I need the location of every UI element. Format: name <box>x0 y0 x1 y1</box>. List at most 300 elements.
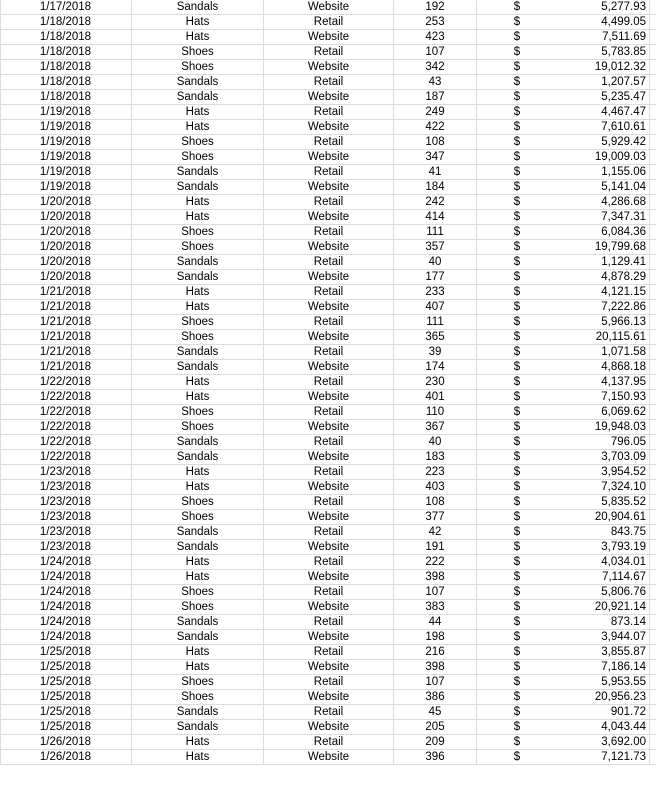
currency-cell[interactable]: $ <box>513 121 521 133</box>
quantity-cell[interactable]: 233 <box>394 285 477 299</box>
date-cell[interactable]: 1/25/2018 <box>0 705 132 719</box>
quantity-cell[interactable]: 422 <box>394 120 477 134</box>
currency-cell[interactable]: $ <box>513 616 521 628</box>
product-cell[interactable]: Shoes <box>132 150 264 164</box>
channel-cell[interactable]: Website <box>264 360 394 374</box>
amount-cell[interactable]: 3,944.07 <box>557 630 650 644</box>
amount-cell[interactable]: 4,286.68 <box>557 195 650 209</box>
date-cell[interactable]: 1/18/2018 <box>0 60 132 74</box>
amount-cell[interactable]: 7,150.93 <box>557 390 650 404</box>
product-cell[interactable]: Hats <box>132 570 264 584</box>
amount-cell[interactable]: 7,121.73 <box>557 750 650 764</box>
amount-cell[interactable]: 4,137.95 <box>557 375 650 389</box>
quantity-cell[interactable]: 205 <box>394 720 477 734</box>
amount-cell[interactable]: 1,207.57 <box>557 75 650 89</box>
channel-cell[interactable]: Website <box>264 120 394 134</box>
amount-cell[interactable]: 4,868.18 <box>557 360 650 374</box>
currency-cell[interactable]: $ <box>513 541 521 553</box>
quantity-cell[interactable]: 423 <box>394 30 477 44</box>
channel-cell[interactable]: Retail <box>264 135 394 149</box>
quantity-cell[interactable]: 209 <box>394 735 477 749</box>
date-cell[interactable]: 1/25/2018 <box>0 660 132 674</box>
quantity-cell[interactable]: 44 <box>394 615 477 629</box>
amount-cell[interactable]: 5,277.93 <box>557 0 650 14</box>
channel-cell[interactable]: Retail <box>264 495 394 509</box>
amount-cell[interactable]: 5,966.13 <box>557 315 650 329</box>
date-cell[interactable]: 1/18/2018 <box>0 45 132 59</box>
quantity-cell[interactable]: 177 <box>394 270 477 284</box>
product-cell[interactable]: Shoes <box>132 225 264 239</box>
channel-cell[interactable]: Retail <box>264 75 394 89</box>
quantity-cell[interactable]: 183 <box>394 450 477 464</box>
date-cell[interactable]: 1/23/2018 <box>0 510 132 524</box>
amount-cell[interactable]: 6,069.62 <box>557 405 650 419</box>
channel-cell[interactable]: Website <box>264 270 394 284</box>
channel-cell[interactable]: Website <box>264 540 394 554</box>
product-cell[interactable]: Sandals <box>132 525 264 539</box>
product-cell[interactable]: Hats <box>132 735 264 749</box>
currency-cell[interactable]: $ <box>513 661 521 673</box>
product-cell[interactable]: Hats <box>132 15 264 29</box>
currency-cell[interactable]: $ <box>513 556 521 568</box>
amount-cell[interactable]: 4,034.01 <box>557 555 650 569</box>
currency-cell[interactable]: $ <box>513 361 521 373</box>
amount-cell[interactable]: 3,855.87 <box>557 645 650 659</box>
channel-cell[interactable]: Retail <box>264 705 394 719</box>
currency-cell[interactable]: $ <box>513 286 521 298</box>
date-cell[interactable]: 1/25/2018 <box>0 720 132 734</box>
date-cell[interactable]: 1/18/2018 <box>0 15 132 29</box>
currency-cell[interactable]: $ <box>513 106 521 118</box>
channel-cell[interactable]: Retail <box>264 405 394 419</box>
amount-cell[interactable]: 20,115.61 <box>557 330 650 344</box>
currency-cell[interactable]: $ <box>513 46 521 58</box>
quantity-cell[interactable]: 198 <box>394 630 477 644</box>
channel-cell[interactable]: Website <box>264 330 394 344</box>
quantity-cell[interactable]: 223 <box>394 465 477 479</box>
quantity-cell[interactable]: 192 <box>394 0 477 14</box>
quantity-cell[interactable]: 40 <box>394 255 477 269</box>
currency-cell[interactable]: $ <box>513 136 521 148</box>
product-cell[interactable]: Shoes <box>132 405 264 419</box>
currency-cell[interactable]: $ <box>513 466 521 478</box>
channel-cell[interactable]: Retail <box>264 375 394 389</box>
amount-cell[interactable]: 19,009.03 <box>557 150 650 164</box>
date-cell[interactable]: 1/23/2018 <box>0 465 132 479</box>
currency-cell[interactable]: $ <box>513 586 521 598</box>
amount-cell[interactable]: 4,878.29 <box>557 270 650 284</box>
amount-cell[interactable]: 20,956.23 <box>557 690 650 704</box>
product-cell[interactable]: Sandals <box>132 360 264 374</box>
channel-cell[interactable]: Website <box>264 630 394 644</box>
currency-cell[interactable]: $ <box>513 436 521 448</box>
date-cell[interactable]: 1/22/2018 <box>0 435 132 449</box>
currency-cell[interactable]: $ <box>513 91 521 103</box>
amount-cell[interactable]: 4,467.47 <box>557 105 650 119</box>
channel-cell[interactable]: Retail <box>264 195 394 209</box>
currency-cell[interactable]: $ <box>513 601 521 613</box>
date-cell[interactable]: 1/20/2018 <box>0 195 132 209</box>
quantity-cell[interactable]: 342 <box>394 60 477 74</box>
amount-cell[interactable]: 4,043.44 <box>557 720 650 734</box>
product-cell[interactable]: Hats <box>132 645 264 659</box>
quantity-cell[interactable]: 41 <box>394 165 477 179</box>
amount-cell[interactable]: 7,324.10 <box>557 480 650 494</box>
amount-cell[interactable]: 5,929.42 <box>557 135 650 149</box>
quantity-cell[interactable]: 403 <box>394 480 477 494</box>
channel-cell[interactable]: Retail <box>264 465 394 479</box>
quantity-cell[interactable]: 187 <box>394 90 477 104</box>
product-cell[interactable]: Shoes <box>132 45 264 59</box>
currency-cell[interactable]: $ <box>513 241 521 253</box>
date-cell[interactable]: 1/22/2018 <box>0 405 132 419</box>
product-cell[interactable]: Hats <box>132 555 264 569</box>
product-cell[interactable]: Shoes <box>132 495 264 509</box>
channel-cell[interactable]: Website <box>264 690 394 704</box>
quantity-cell[interactable]: 383 <box>394 600 477 614</box>
currency-cell[interactable]: $ <box>513 496 521 508</box>
product-cell[interactable]: Hats <box>132 480 264 494</box>
product-cell[interactable]: Sandals <box>132 255 264 269</box>
amount-cell[interactable]: 5,235.47 <box>557 90 650 104</box>
amount-cell[interactable]: 19,012.32 <box>557 60 650 74</box>
channel-cell[interactable]: Retail <box>264 585 394 599</box>
product-cell[interactable]: Hats <box>132 285 264 299</box>
channel-cell[interactable]: Retail <box>264 255 394 269</box>
quantity-cell[interactable]: 107 <box>394 45 477 59</box>
product-cell[interactable]: Hats <box>132 195 264 209</box>
quantity-cell[interactable]: 242 <box>394 195 477 209</box>
channel-cell[interactable]: Retail <box>264 555 394 569</box>
channel-cell[interactable]: Website <box>264 60 394 74</box>
amount-cell[interactable]: 5,835.52 <box>557 495 650 509</box>
currency-cell[interactable]: $ <box>513 451 521 463</box>
currency-cell[interactable]: $ <box>513 406 521 418</box>
currency-cell[interactable]: $ <box>513 16 521 28</box>
quantity-cell[interactable]: 377 <box>394 510 477 524</box>
quantity-cell[interactable]: 111 <box>394 315 477 329</box>
product-cell[interactable]: Sandals <box>132 450 264 464</box>
date-cell[interactable]: 1/20/2018 <box>0 225 132 239</box>
channel-cell[interactable]: Website <box>264 210 394 224</box>
product-cell[interactable]: Shoes <box>132 600 264 614</box>
product-cell[interactable]: Shoes <box>132 510 264 524</box>
product-cell[interactable]: Sandals <box>132 180 264 194</box>
channel-cell[interactable]: Retail <box>264 435 394 449</box>
amount-cell[interactable]: 7,186.14 <box>557 660 650 674</box>
quantity-cell[interactable]: 249 <box>394 105 477 119</box>
date-cell[interactable]: 1/26/2018 <box>0 750 132 764</box>
date-cell[interactable]: 1/26/2018 <box>0 735 132 749</box>
currency-cell[interactable]: $ <box>513 631 521 643</box>
product-cell[interactable]: Shoes <box>132 585 264 599</box>
product-cell[interactable]: Hats <box>132 465 264 479</box>
product-cell[interactable]: Sandals <box>132 720 264 734</box>
currency-cell[interactable]: $ <box>513 706 521 718</box>
quantity-cell[interactable]: 184 <box>394 180 477 194</box>
quantity-cell[interactable]: 367 <box>394 420 477 434</box>
date-cell[interactable]: 1/20/2018 <box>0 240 132 254</box>
amount-cell[interactable]: 3,954.52 <box>557 465 650 479</box>
date-cell[interactable]: 1/20/2018 <box>0 270 132 284</box>
channel-cell[interactable]: Retail <box>264 345 394 359</box>
amount-cell[interactable]: 6,084.36 <box>557 225 650 239</box>
amount-cell[interactable]: 7,347.31 <box>557 210 650 224</box>
currency-cell[interactable]: $ <box>513 691 521 703</box>
quantity-cell[interactable]: 347 <box>394 150 477 164</box>
currency-cell[interactable]: $ <box>513 376 521 388</box>
amount-cell[interactable]: 5,953.55 <box>557 675 650 689</box>
currency-cell[interactable]: $ <box>513 196 521 208</box>
currency-cell[interactable]: $ <box>513 721 521 733</box>
product-cell[interactable]: Sandals <box>132 705 264 719</box>
product-cell[interactable]: Hats <box>132 660 264 674</box>
date-cell[interactable]: 1/24/2018 <box>0 570 132 584</box>
currency-cell[interactable]: $ <box>513 316 521 328</box>
date-cell[interactable]: 1/19/2018 <box>0 105 132 119</box>
quantity-cell[interactable]: 45 <box>394 705 477 719</box>
channel-cell[interactable]: Website <box>264 300 394 314</box>
date-cell[interactable]: 1/19/2018 <box>0 120 132 134</box>
date-cell[interactable]: 1/19/2018 <box>0 135 132 149</box>
amount-cell[interactable]: 7,114.67 <box>557 570 650 584</box>
currency-cell[interactable]: $ <box>513 31 521 43</box>
date-cell[interactable]: 1/22/2018 <box>0 450 132 464</box>
amount-cell[interactable]: 843.75 <box>557 525 650 539</box>
amount-cell[interactable]: 1,071.58 <box>557 345 650 359</box>
product-cell[interactable]: Sandals <box>132 0 264 14</box>
currency-cell[interactable]: $ <box>513 211 521 223</box>
quantity-cell[interactable]: 386 <box>394 690 477 704</box>
amount-cell[interactable]: 3,692.00 <box>557 735 650 749</box>
amount-cell[interactable]: 901.72 <box>557 705 650 719</box>
product-cell[interactable]: Sandals <box>132 165 264 179</box>
date-cell[interactable]: 1/21/2018 <box>0 360 132 374</box>
product-cell[interactable]: Hats <box>132 120 264 134</box>
quantity-cell[interactable]: 253 <box>394 15 477 29</box>
product-cell[interactable]: Shoes <box>132 315 264 329</box>
currency-cell[interactable]: $ <box>513 76 521 88</box>
channel-cell[interactable]: Retail <box>264 15 394 29</box>
date-cell[interactable]: 1/25/2018 <box>0 675 132 689</box>
amount-cell[interactable]: 1,129.41 <box>557 255 650 269</box>
amount-cell[interactable]: 4,499.05 <box>557 15 650 29</box>
date-cell[interactable]: 1/22/2018 <box>0 420 132 434</box>
product-cell[interactable]: Shoes <box>132 240 264 254</box>
product-cell[interactable]: Sandals <box>132 75 264 89</box>
channel-cell[interactable]: Retail <box>264 165 394 179</box>
product-cell[interactable]: Shoes <box>132 60 264 74</box>
amount-cell[interactable]: 7,222.86 <box>557 300 650 314</box>
product-cell[interactable]: Shoes <box>132 330 264 344</box>
product-cell[interactable]: Shoes <box>132 690 264 704</box>
product-cell[interactable]: Sandals <box>132 345 264 359</box>
channel-cell[interactable]: Retail <box>264 105 394 119</box>
currency-cell[interactable]: $ <box>513 526 521 538</box>
currency-cell[interactable]: $ <box>513 346 521 358</box>
currency-cell[interactable]: $ <box>513 571 521 583</box>
quantity-cell[interactable]: 230 <box>394 375 477 389</box>
amount-cell[interactable]: 3,703.09 <box>557 450 650 464</box>
date-cell[interactable]: 1/19/2018 <box>0 180 132 194</box>
channel-cell[interactable]: Website <box>264 180 394 194</box>
product-cell[interactable]: Sandals <box>132 615 264 629</box>
date-cell[interactable]: 1/25/2018 <box>0 690 132 704</box>
product-cell[interactable]: Shoes <box>132 135 264 149</box>
product-cell[interactable]: Hats <box>132 750 264 764</box>
channel-cell[interactable]: Website <box>264 750 394 764</box>
channel-cell[interactable]: Website <box>264 600 394 614</box>
quantity-cell[interactable]: 40 <box>394 435 477 449</box>
date-cell[interactable]: 1/21/2018 <box>0 345 132 359</box>
currency-cell[interactable]: $ <box>513 301 521 313</box>
date-cell[interactable]: 1/24/2018 <box>0 615 132 629</box>
currency-cell[interactable]: $ <box>513 331 521 343</box>
channel-cell[interactable]: Retail <box>264 735 394 749</box>
channel-cell[interactable]: Retail <box>264 285 394 299</box>
date-cell[interactable]: 1/24/2018 <box>0 585 132 599</box>
product-cell[interactable]: Sandals <box>132 540 264 554</box>
currency-cell[interactable]: $ <box>513 151 521 163</box>
quantity-cell[interactable]: 365 <box>394 330 477 344</box>
quantity-cell[interactable]: 42 <box>394 525 477 539</box>
amount-cell[interactable]: 3,793.19 <box>557 540 650 554</box>
quantity-cell[interactable]: 401 <box>394 390 477 404</box>
channel-cell[interactable]: Website <box>264 660 394 674</box>
date-cell[interactable]: 1/20/2018 <box>0 210 132 224</box>
quantity-cell[interactable]: 174 <box>394 360 477 374</box>
channel-cell[interactable]: Retail <box>264 225 394 239</box>
product-cell[interactable]: Sandals <box>132 90 264 104</box>
channel-cell[interactable]: Retail <box>264 675 394 689</box>
quantity-cell[interactable]: 414 <box>394 210 477 224</box>
quantity-cell[interactable]: 222 <box>394 555 477 569</box>
amount-cell[interactable]: 5,806.76 <box>557 585 650 599</box>
amount-cell[interactable]: 7,511.69 <box>557 30 650 44</box>
amount-cell[interactable]: 4,121.15 <box>557 285 650 299</box>
date-cell[interactable]: 1/23/2018 <box>0 525 132 539</box>
amount-cell[interactable]: 19,799.68 <box>557 240 650 254</box>
date-cell[interactable]: 1/21/2018 <box>0 285 132 299</box>
currency-cell[interactable]: $ <box>513 676 521 688</box>
currency-cell[interactable]: $ <box>513 391 521 403</box>
date-cell[interactable]: 1/25/2018 <box>0 645 132 659</box>
product-cell[interactable]: Hats <box>132 300 264 314</box>
quantity-cell[interactable]: 407 <box>394 300 477 314</box>
currency-cell[interactable]: $ <box>513 256 521 268</box>
currency-cell[interactable]: $ <box>513 271 521 283</box>
channel-cell[interactable]: Website <box>264 510 394 524</box>
channel-cell[interactable]: Website <box>264 390 394 404</box>
quantity-cell[interactable]: 108 <box>394 135 477 149</box>
product-cell[interactable]: Hats <box>132 30 264 44</box>
currency-cell[interactable]: $ <box>513 736 521 748</box>
date-cell[interactable]: 1/23/2018 <box>0 495 132 509</box>
amount-cell[interactable]: 5,141.04 <box>557 180 650 194</box>
date-cell[interactable]: 1/22/2018 <box>0 390 132 404</box>
date-cell[interactable]: 1/23/2018 <box>0 480 132 494</box>
date-cell[interactable]: 1/21/2018 <box>0 300 132 314</box>
currency-cell[interactable]: $ <box>513 181 521 193</box>
product-cell[interactable]: Sandals <box>132 435 264 449</box>
channel-cell[interactable]: Website <box>264 30 394 44</box>
amount-cell[interactable]: 20,921.14 <box>557 600 650 614</box>
quantity-cell[interactable]: 357 <box>394 240 477 254</box>
date-cell[interactable]: 1/18/2018 <box>0 30 132 44</box>
channel-cell[interactable]: Website <box>264 240 394 254</box>
quantity-cell[interactable]: 108 <box>394 495 477 509</box>
channel-cell[interactable]: Retail <box>264 645 394 659</box>
quantity-cell[interactable]: 107 <box>394 675 477 689</box>
date-cell[interactable]: 1/18/2018 <box>0 75 132 89</box>
date-cell[interactable]: 1/20/2018 <box>0 255 132 269</box>
quantity-cell[interactable]: 111 <box>394 225 477 239</box>
currency-cell[interactable]: $ <box>513 421 521 433</box>
quantity-cell[interactable]: 43 <box>394 75 477 89</box>
product-cell[interactable]: Hats <box>132 390 264 404</box>
currency-cell[interactable]: $ <box>513 511 521 523</box>
channel-cell[interactable]: Website <box>264 570 394 584</box>
amount-cell[interactable]: 796.05 <box>557 435 650 449</box>
channel-cell[interactable]: Website <box>264 150 394 164</box>
product-cell[interactable]: Shoes <box>132 420 264 434</box>
date-cell[interactable]: 1/23/2018 <box>0 540 132 554</box>
currency-cell[interactable]: $ <box>513 481 521 493</box>
quantity-cell[interactable]: 191 <box>394 540 477 554</box>
amount-cell[interactable]: 5,783.85 <box>557 45 650 59</box>
currency-cell[interactable]: $ <box>513 751 521 763</box>
quantity-cell[interactable]: 398 <box>394 570 477 584</box>
amount-cell[interactable]: 873.14 <box>557 615 650 629</box>
product-cell[interactable]: Hats <box>132 105 264 119</box>
currency-cell[interactable]: $ <box>513 226 521 238</box>
product-cell[interactable]: Hats <box>132 210 264 224</box>
date-cell[interactable]: 1/24/2018 <box>0 555 132 569</box>
channel-cell[interactable]: Website <box>264 720 394 734</box>
quantity-cell[interactable]: 216 <box>394 645 477 659</box>
date-cell[interactable]: 1/19/2018 <box>0 150 132 164</box>
product-cell[interactable]: Sandals <box>132 630 264 644</box>
amount-cell[interactable]: 7,610.61 <box>557 120 650 134</box>
date-cell[interactable]: 1/24/2018 <box>0 630 132 644</box>
channel-cell[interactable]: Retail <box>264 615 394 629</box>
quantity-cell[interactable]: 39 <box>394 345 477 359</box>
channel-cell[interactable]: Website <box>264 480 394 494</box>
currency-cell[interactable]: $ <box>513 166 521 178</box>
channel-cell[interactable]: Retail <box>264 45 394 59</box>
currency-cell[interactable]: $ <box>513 646 521 658</box>
date-cell[interactable]: 1/21/2018 <box>0 315 132 329</box>
product-cell[interactable]: Shoes <box>132 675 264 689</box>
channel-cell[interactable]: Website <box>264 0 394 14</box>
quantity-cell[interactable]: 110 <box>394 405 477 419</box>
channel-cell[interactable]: Retail <box>264 525 394 539</box>
date-cell[interactable]: 1/19/2018 <box>0 165 132 179</box>
date-cell[interactable]: 1/18/2018 <box>0 90 132 104</box>
channel-cell[interactable]: Website <box>264 450 394 464</box>
amount-cell[interactable]: 19,948.03 <box>557 420 650 434</box>
currency-cell[interactable]: $ <box>513 61 521 73</box>
channel-cell[interactable]: Retail <box>264 315 394 329</box>
channel-cell[interactable]: Website <box>264 420 394 434</box>
quantity-cell[interactable]: 398 <box>394 660 477 674</box>
currency-cell[interactable]: $ <box>513 1 521 13</box>
quantity-cell[interactable]: 107 <box>394 585 477 599</box>
quantity-cell[interactable]: 396 <box>394 750 477 764</box>
date-cell[interactable]: 1/24/2018 <box>0 600 132 614</box>
amount-cell[interactable]: 20,904.61 <box>557 510 650 524</box>
product-cell[interactable]: Hats <box>132 375 264 389</box>
